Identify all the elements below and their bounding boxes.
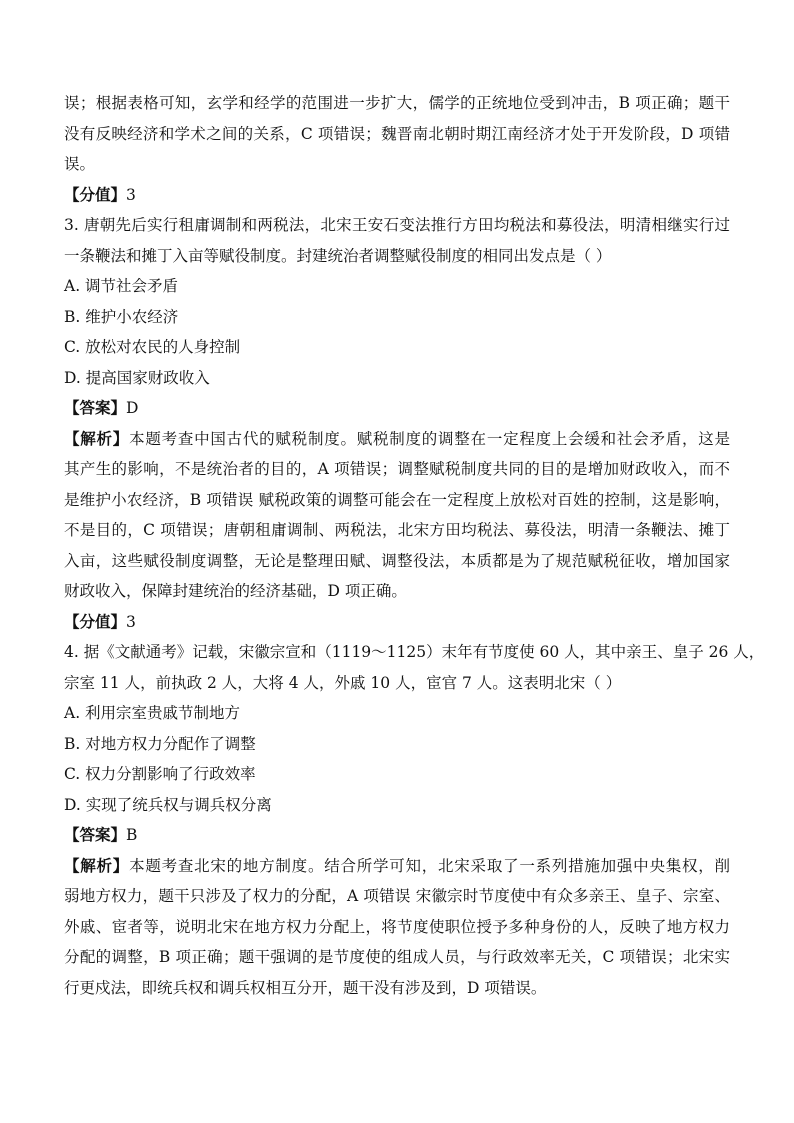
- q3-answer: [64, 393, 730, 424]
- q3-analysis-label: 【解析】: [64, 428, 130, 448]
- q3-score-value: 3: [126, 612, 136, 631]
- q3-analysis-line-3: 是维护小农经济，B 项错误 赋税政策的调整可能会在一定程度上放松对百姓的控制，这是影响，: [64, 490, 730, 509]
- q3-score: [64, 607, 730, 638]
- q4-option-b: B. 对地方权力分配作了调整: [64, 734, 256, 753]
- q2-analysis-line-3: 误。: [64, 155, 96, 173]
- q2-score: [64, 180, 730, 211]
- q3-analysis-text-1: 本题考查中国古代的赋税制度。赋税制度的调整在一定程度上会缓和社会矛盾，这是: [129, 429, 730, 448]
- q4-analysis-line-4: 分配的调整，B 项正确；题干强调的是节度使的组成人员，与行政效率无关，C 项错误；北宋实: [64, 948, 730, 966]
- q3-stem-line-2: 一条鞭法和摊丁入亩等赋役制度。封建统治者调整赋役制度的相同出发点是（ ）: [64, 246, 612, 265]
- q4-analysis-label: 【解析】: [64, 855, 130, 875]
- q2-score-value: 3: [126, 185, 136, 204]
- q3-answer-label: 【答案】: [64, 398, 127, 417]
- q4-option-a: A. 利用宗室贵戚节制地方: [64, 704, 241, 722]
- q3-analysis-line-2: 其产生的影响，不是统治者的目的，A 项错误；调整赋税制度共同的目的是增加财政收入，而不: [64, 460, 730, 478]
- q3-analysis-line-5: 入亩，这些赋役制度调整，无论是整理田赋、调整役法，本质都是为了规范赋税征收，增加国家: [64, 551, 730, 570]
- q3-stem-line-1: 3. 唐朝先后实行租庸调制和两税法，北宋王安石变法推行方田均税法和募役法，明清相继实行过: [64, 216, 730, 234]
- q3-analysis-line-1: [64, 424, 730, 455]
- q4-answer: [64, 820, 730, 851]
- q3-option-c: C. 放松对农民的人身控制: [64, 338, 241, 356]
- q3-analysis-line-4: 不是目的，C 项错误；唐朝租庸调制、两税法，北宋方田均税法、募役法，明清一条鞭法、摊丁: [64, 521, 730, 539]
- q4-answer-value: B: [126, 826, 138, 844]
- q2-analysis-line-2: 没有反映经济和学术之间的关系，C 项错误；魏晋南北朝时期江南经济才处于开发阶段，D 项错: [64, 124, 730, 143]
- q4-analysis-line-3: 外戚、宦者等，说明北宋在地方权力分配上，将节度使职位授予多种身份的人，反映了地方权力: [64, 917, 730, 936]
- q3-option-a: A. 调节社会矛盾: [64, 277, 179, 295]
- q4-answer-label: 【答案】: [64, 825, 127, 844]
- q4-option-d: D. 实现了统兵权与调兵权分离: [64, 795, 272, 814]
- q3-analysis-line-6: 财政收入，保障封建统治的经济基础，D 项正确。: [64, 582, 407, 600]
- q4-analysis-line-2: 弱地方权力，题干只涉及了权力的分配，A 项错误 宋徽宗时节度使中有众多亲王、皇子、宗室、: [64, 887, 730, 905]
- q4-stem-line-1: 4. 据《文献通考》记载，宋徽宗宣和（1119～1125）末年有节度使 60 人，其中亲王、皇子 26 人，: [64, 643, 765, 661]
- document-content: [64, 88, 765, 1003]
- q2-analysis-line-1: 误；根据表格可知，玄学和经学的范围进一步扩大，儒学的正统地位受到冲击，B 项正确；题干: [64, 94, 730, 112]
- q3-option-b: B. 维护小农经济: [64, 307, 179, 326]
- q2-score-label: 【分值】: [64, 184, 127, 204]
- q4-analysis-line-1: [64, 851, 730, 882]
- q3-option-d: D. 提高国家财政收入: [64, 368, 210, 387]
- q4-analysis-text-1: 本题考查北宋的地方制度。结合所学可知，北宋采取了一系列措施加强中央集权，削: [129, 856, 730, 875]
- q3-answer-value: D: [126, 399, 139, 417]
- q4-stem-line-2: 宗室 11 人，前执政 2 人，大将 4 人，外戚 10 人，宦官 7 人。这表明北宋（ ）: [64, 673, 622, 692]
- q3-score-label: 【分值】: [64, 611, 127, 631]
- q4-option-c: C. 权力分割影响了行政效率: [64, 765, 256, 783]
- q4-analysis-line-5: 行更戍法，即统兵权和调兵权相互分开，题干没有涉及到，D 项错误。: [64, 978, 547, 997]
